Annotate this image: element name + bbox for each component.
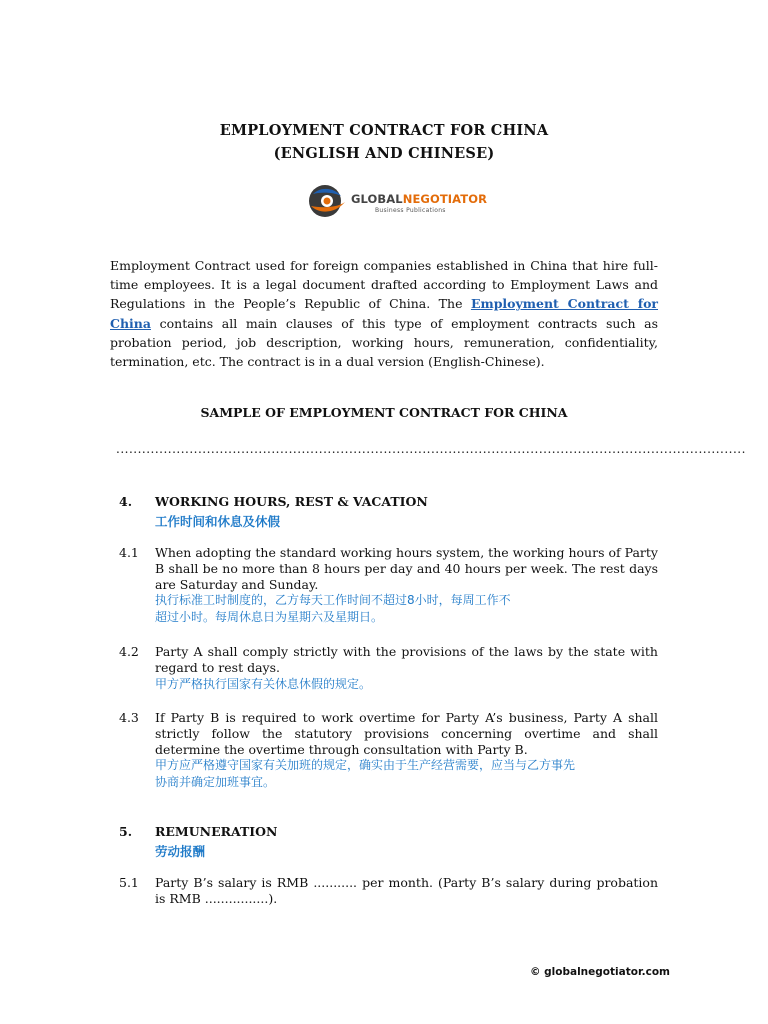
document-title-line2: (ENGLISH AND CHINESE): [273, 145, 495, 162]
section-4-heading-cn: 工作时间和休息及休假: [155, 514, 281, 529]
section-4-heading: WORKING HOURS, REST & VACATION: [155, 494, 428, 509]
intro-text-after: contains all main clauses of this type of employment contracts such as probation period, job description, working hours, remuneration, confidentiality, termination, etc. The contract is in a dual version (English-Chinese).: [110, 315, 658, 370]
intro-paragraph: [110, 256, 658, 371]
logo-brand-negotiator: NEGOTIATOR: [402, 192, 488, 206]
intro-text-before: Employment Contract used for foreign companies established in China that hire full-time employees. It is a legal document drafted according to Employment Laws and Regulations in the People’s Republic of China. The: [110, 258, 658, 312]
clause-5-1-number: 5.1: [119, 875, 139, 890]
section-5-heading-cn: 劳动报酬: [155, 844, 206, 859]
clause-4-3-cn-line1: 甲方应严格遵守国家有关加班的规定，确实由于生产经营需要，应当与乙方事先: [155, 758, 576, 772]
clause-4-2-text: Party A shall comply strictly with the provisions of the laws by the state with regard to rest days.: [155, 644, 658, 675]
footer-copyright: © globalnegotiator.com: [530, 966, 670, 978]
logo-tagline: Business Publications: [375, 207, 446, 214]
section-5-heading: REMUNERATION: [155, 824, 278, 839]
clause-4-1-cn-line1: 执行标准工时制度的，乙方每天工作时间不超过8小时，每周工作不: [155, 593, 511, 607]
employment-contract-link[interactable]: Employment Contract for China: [110, 296, 659, 331]
section-5-number: 5.: [119, 824, 133, 839]
globalnegotiator-logo: [305, 180, 488, 222]
logo-brand-text: [351, 192, 487, 206]
dotted-separator: ..................................................................................................................................................: [116, 442, 746, 456]
logo-brand-global: GLOBAL: [351, 192, 403, 206]
sample-heading: SAMPLE OF EMPLOYMENT CONTRACT FOR CHINA: [200, 405, 568, 420]
clause-4-3-cn-line2: 协商并确定加班事宜。: [155, 775, 276, 789]
clause-4-1-number: 4.1: [119, 545, 139, 560]
section-4-number: 4.: [119, 494, 133, 509]
globe-logo-icon: [305, 180, 349, 222]
clause-4-2-cn-line1: 甲方严格执行国家有关休息休假的规定。: [155, 677, 372, 691]
clause-4-3-number: 4.3: [119, 710, 139, 725]
clause-4-1-cn-line2: 超过小时。每周休息日为星期六及星期日。: [155, 610, 384, 624]
document-title-line1: EMPLOYMENT CONTRACT FOR CHINA: [219, 122, 549, 139]
clause-4-2-number: 4.2: [119, 644, 139, 659]
clause-4-1-text: When adopting the standard working hours system, the working hours of Party B shall be no more than 8 hours per day and 40 hours per week. The rest days are Saturday and Sunday.: [155, 545, 658, 592]
clause-5-1-text: Party B’s salary is RMB ........... per month. (Party B’s salary during probation is RMB ................).: [155, 875, 658, 906]
clause-4-3-text: If Party B is required to work overtime for Party A’s business, Party A shall strictly follow the statutory provisions concerning overtime and shall determine the overtime through consultation with Party B.: [155, 710, 658, 757]
